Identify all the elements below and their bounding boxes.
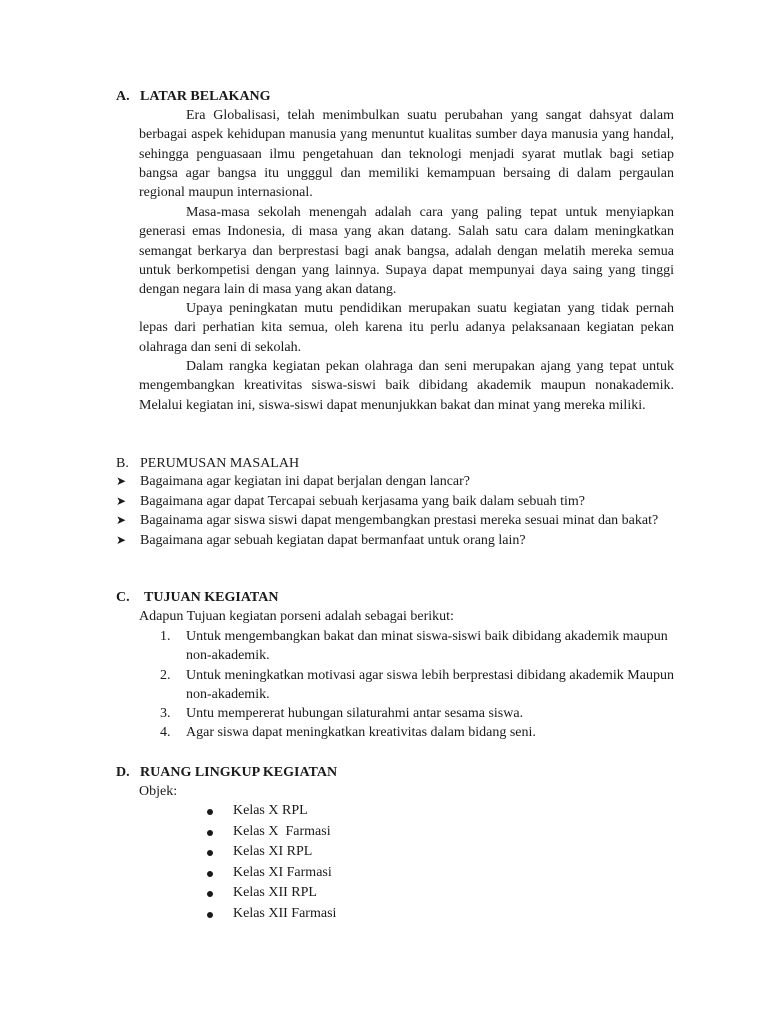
list-item-text: Bagaimana agar dapat Tercapai sebuah kerjasama yang baik dalam sebuah tim? [140, 493, 586, 509]
list-item-text: Kelas XII RPL [233, 885, 317, 901]
list-item-number: 3. [160, 706, 171, 722]
list-item-text: Untuk meningkatkan motivasi agar siswa lebih berprestasi dibidang akademik Maupun non-akademik. [186, 667, 674, 702]
list-item-text: Bagainama agar siswa siswi dapat mengembangkan prestasi mereka sesuai minat dan bakat? [140, 513, 659, 529]
arrow-bullet-icon: ➤ [116, 532, 127, 547]
list-item [160, 704, 680, 723]
section-a-paragraph-4: Dalam rangka kegiatan pekan olahraga dan seni merupakan ajang yang tepat untuk mengembangkan kreativitas siswa-siswi baik dibidang akademik maupun nonakademik. Melalui kegiatan ini, siswa-siswi dapat menunjukkan bakat dan minat yang mereka miliki. [139, 359, 674, 413]
objek-label: Objek: [139, 784, 178, 799]
list-item-text: Kelas X RPL [233, 803, 308, 818]
problem-list [116, 472, 676, 550]
section-a-paragraph-3: Upaya peningkatan mutu pendidikan merupakan suatu kegiatan yang tidak pernah lepas dari perhatian kita semua, oleh karena itu perlu adanya pelaksanaan kegiatan pekan olahraga dan seni di sekolah. [139, 301, 674, 355]
list-item [207, 822, 336, 843]
section-c-title: TUJUAN KEGIATAN [144, 590, 279, 605]
list-item [207, 801, 336, 822]
arrow-bullet-icon: ➤ [116, 474, 127, 488]
bullet-dot-icon [207, 850, 213, 856]
list-item-number: 1. [160, 629, 171, 644]
list-item [207, 883, 336, 904]
bullet-dot-icon [207, 830, 213, 836]
list-item-text: Kelas X Farmasi [233, 823, 331, 839]
list-item-text: Agar siswa dapat meningkatkan kreativitas dalam bidang seni. [186, 725, 536, 741]
bullet-dot-icon [207, 871, 213, 877]
bullet-dot-icon [207, 912, 213, 918]
bullet-dot-icon [207, 891, 213, 897]
section-d-heading [116, 763, 337, 782]
list-item-text: Kelas XI Farmasi [233, 864, 332, 880]
bullet-dot-icon [207, 809, 213, 815]
objective-list [160, 627, 680, 743]
section-a-paragraph-2: Masa-masa sekolah menengah adalah cara yang paling tepat untuk menyiapkan generasi emas Indonesia, di masa yang akan datang. Salah satu cara dalam meningkatkan semangat berkarya dan berprestasi bagi anak bangsa, adalah dengan melatih mereka semua untuk berkompetisi dengan yang lainnya. Supaya dapat mempunyai daya saing yang tinggi dengan negara lain di masa yang akan datang. [139, 205, 674, 298]
section-d-title: RUANG LINGKUP KEGIATAN [140, 765, 338, 780]
section-a-paragraph-1: Era Globalisasi, telah menimbulkan suatu perubahan yang sangat dahsyat dalam berbagai aspek kehidupan manusia yang menuntut kualitas sumber daya manusia yang handal, sehingga penguasaan ilmu pengetahuan dan teknologi menjadi syarat mutlak bagi setiap bangsa agar bangsa itu ungggul dan memiliki kemampuan bersaing di dalam pergaulan regional maupun internasional. [139, 108, 674, 201]
list-item [160, 666, 680, 705]
list-item [207, 863, 336, 884]
list-item [160, 723, 680, 742]
section-c-intro: Adapun Tujuan kegiatan porseni adalah sebagai berikut: [139, 609, 454, 624]
list-item [116, 511, 676, 530]
section-b-heading [116, 454, 299, 473]
list-item [116, 531, 676, 550]
section-b-letter: B. [116, 456, 129, 471]
list-item-number: 2. [160, 667, 171, 683]
section-b-title: PERUMUSAN MASALAH [140, 456, 300, 471]
section-d-letter: D. [116, 765, 130, 780]
arrow-bullet-icon: ➤ [116, 513, 127, 528]
list-item [207, 904, 336, 925]
class-list [207, 801, 336, 925]
section-a-letter: A. [116, 89, 130, 104]
section-c-letter: C. [116, 590, 130, 605]
section-a-title: LATAR BELAKANG [140, 89, 271, 104]
list-item-text: Untuk mengembangkan bakat dan minat siswa-siswi baik dibidang akademik maupun non-akademik. [186, 629, 668, 664]
list-item-text: Bagaimana agar kegiatan ini dapat berjalan dengan lancar? [140, 474, 470, 489]
arrow-bullet-icon: ➤ [116, 493, 127, 508]
list-item-text: Kelas XI RPL [233, 844, 313, 860]
list-item-number: 4. [160, 725, 171, 741]
list-item [160, 627, 680, 666]
list-item [116, 492, 676, 511]
section-c-heading [116, 588, 278, 607]
list-item-text: Kelas XII Farmasi [233, 905, 337, 921]
list-item [116, 472, 676, 491]
list-item-text: Untu mempererat hubungan silaturahmi antar sesama siswa. [186, 706, 524, 722]
list-item-text: Bagaimana agar sebuah kegiatan dapat bermanfaat untuk orang lain? [140, 532, 526, 548]
list-item [207, 842, 336, 863]
section-a-heading [116, 87, 271, 106]
